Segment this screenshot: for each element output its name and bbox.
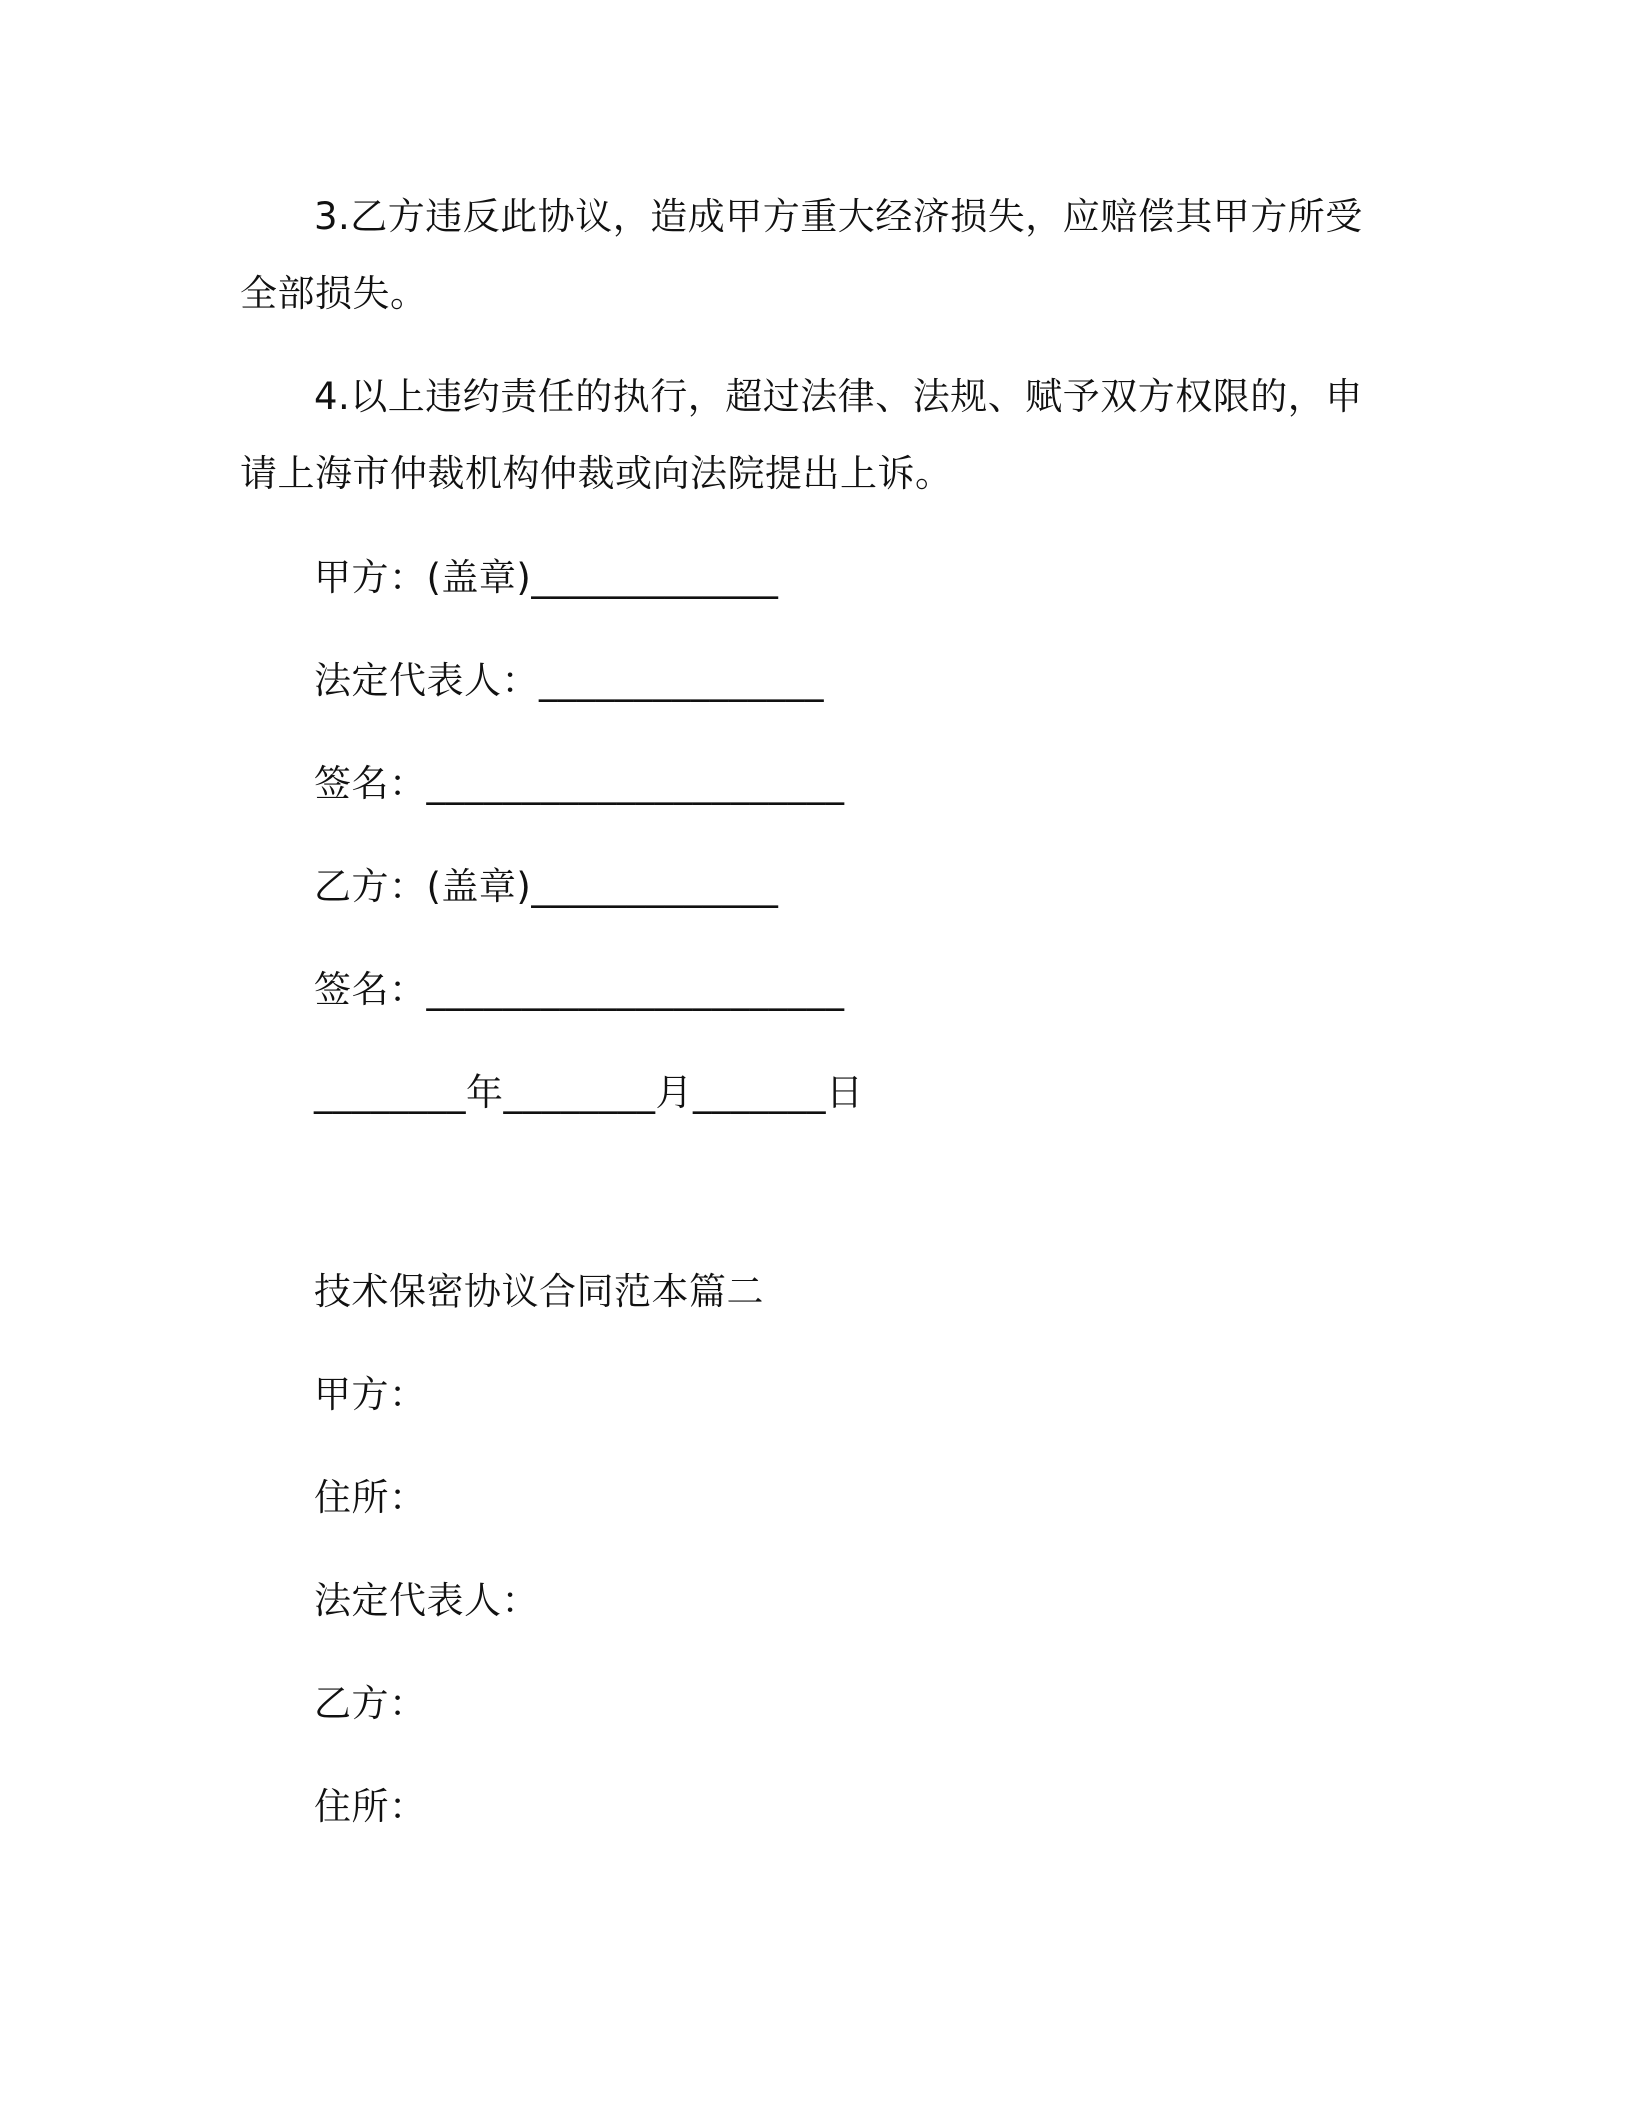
party-a-signature-field: 签名：______________________ xyxy=(314,762,845,805)
date-field: ________年________月_______日 xyxy=(314,1071,864,1114)
party-b-label: 乙方： xyxy=(314,1682,427,1725)
clause-4-line-2: 请上海市仲裁机构仲裁或向法院提出上诉。 xyxy=(240,452,953,495)
party-a-label: 甲方： xyxy=(314,1373,427,1416)
clause-3-line-1: 3.乙方违反此协议，造成甲方重大经济损失，应赔偿其甲方所受 xyxy=(314,195,1363,238)
legal-representative-label: 法定代表人： xyxy=(314,1579,539,1622)
clause-4-line-1: 4.以上违约责任的执行，超过法律、法规、赋予双方权限的，申 xyxy=(314,375,1363,418)
party-a-address-label: 住所： xyxy=(314,1476,427,1519)
party-b-seal-field: 乙方：(盖章)_____________ xyxy=(314,865,779,908)
section-title: 技术保密协议合同范本篇二 xyxy=(314,1270,764,1313)
clause-3-line-2: 全部损失。 xyxy=(240,272,428,315)
party-a-seal-field: 甲方：(盖章)_____________ xyxy=(314,556,779,599)
party-b-signature-field: 签名：______________________ xyxy=(314,968,845,1011)
party-b-address-label: 住所： xyxy=(314,1785,427,1828)
legal-representative-field: 法定代表人：_______________ xyxy=(314,659,824,702)
